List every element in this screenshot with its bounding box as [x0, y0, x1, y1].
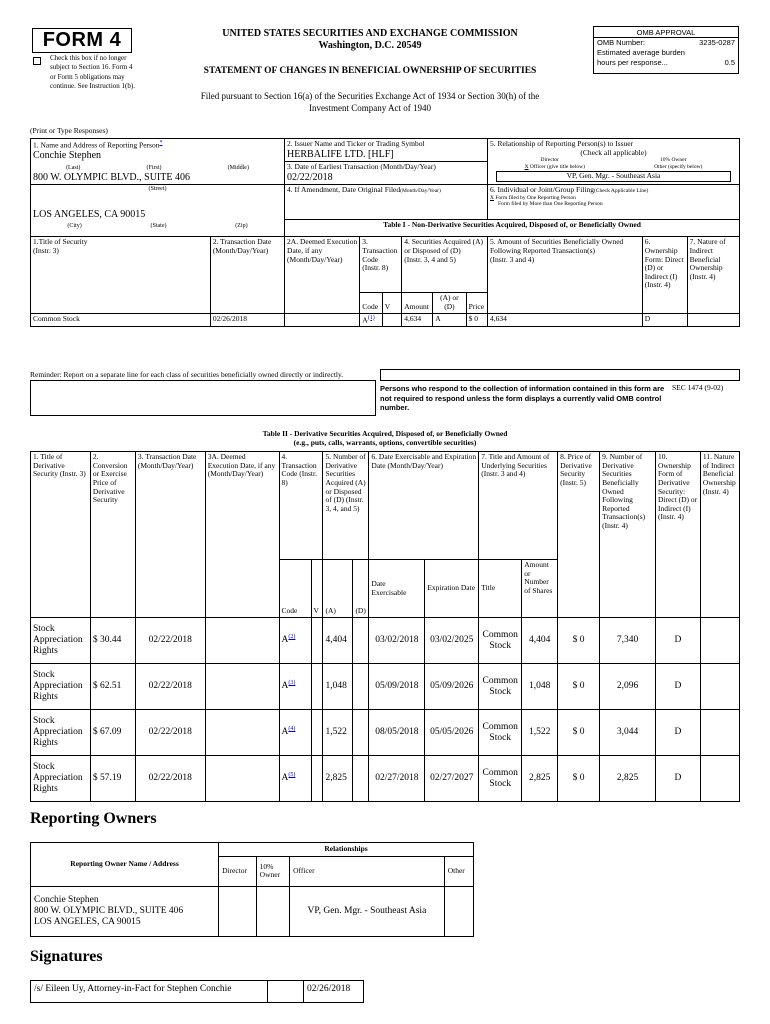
t1-row-form: D: [642, 313, 687, 326]
box5-label: 5. Relationship of Reporting Person(s) to Issuer: [489, 139, 634, 148]
reminder-left-box: [30, 380, 376, 416]
t1-row-code: A: [362, 315, 368, 324]
t2-row-amt: 1,048: [522, 664, 558, 710]
owner-10pct-cell: [256, 886, 289, 936]
t2-row-amt: 4,404: [522, 618, 558, 664]
t2-row-d: [353, 618, 369, 664]
table2-title: [30, 430, 740, 447]
t1-c1: 1.Title of Security: [33, 237, 88, 247]
issuer-name: HERBALIFE LTD. [HLF]: [287, 148, 394, 160]
t2-row-owned: 2,096: [600, 664, 656, 710]
t1-c2: 2. Transaction Date: [212, 237, 272, 247]
t2-row-under: Common Stock: [479, 618, 522, 664]
t1-col2a-header: [285, 237, 360, 313]
box5-relationship: [487, 139, 739, 185]
t2-col4-header: 4. Transaction Code (Instr. 8): [279, 452, 323, 560]
t2-col3-header: 3. Transaction Date (Month/Day/Year): [135, 452, 205, 618]
box4-amendment: [285, 185, 488, 220]
t2-row-ex: 03/02/2018: [369, 618, 425, 664]
t2-row-under: Common Stock: [479, 664, 522, 710]
t1-row-date: 02/26/2018: [210, 313, 284, 326]
other-header: Other: [444, 856, 473, 886]
t2-row-form: D: [655, 710, 700, 756]
reporting-name: Conchie Stephen: [33, 150, 102, 162]
box6-sub: (Check Applicable Line): [593, 188, 649, 195]
last-label: (Last): [66, 164, 81, 171]
t1-row-deemed: [285, 313, 360, 326]
table-row: [31, 618, 740, 664]
table-2: [30, 451, 740, 802]
omb-approval-box: [593, 26, 739, 74]
t1-c7: 7. Nature of Indirect Beneficial Ownership: [689, 237, 726, 273]
agency-line1: UNITED STATES SECURITIES AND EXCHANGE COMMISSION: [222, 28, 518, 39]
t1-c5b: (Instr. 3 and 4): [489, 254, 535, 264]
t2-row-deemed: [205, 618, 279, 664]
t1-c7b: (Instr. 4): [689, 271, 716, 281]
filed-pursuant: [150, 90, 590, 114]
t1-price-header: Price: [466, 293, 487, 313]
t2-col9-header: 9. Number of Derivative Securities Beneficially Owned Following Reported Transaction(s) (Instr. 4): [600, 452, 656, 618]
box6-filing: [487, 185, 739, 220]
owner-line2: 800 W. OLYMPIC BLVD., SUITE 406: [34, 905, 184, 916]
t2-row-nature: [700, 710, 739, 756]
table2-title-line2: (e.g., puts, calls, warrants, options, convertible securities): [293, 437, 477, 447]
box6-label: 6. Individual or Joint/Group Filing: [489, 185, 594, 195]
t2-row-v: [311, 618, 323, 664]
t2-col7-header: 7. Title and Amount of Underlying Securities (Instr. 3 and 4): [479, 452, 558, 560]
box1-reporting-person: [31, 139, 285, 185]
t2-title-header: Title: [479, 560, 522, 618]
t1-v-header: V: [382, 293, 401, 313]
t2-row-code-cell: [279, 664, 311, 710]
owner10-label: 10% Owner: [660, 157, 687, 164]
t2-d-header: (D): [353, 560, 369, 618]
t1-col2-header: [210, 237, 284, 313]
t2-row-footnote[interactable]: (3): [288, 680, 296, 687]
t2-row-code: A: [281, 635, 289, 646]
t2-row-nature: [700, 756, 739, 802]
t2-row-code-cell: [279, 618, 311, 664]
box1-footnote[interactable]: *: [159, 140, 163, 146]
reporting-owners-table: [30, 842, 474, 937]
omb-number-row: [594, 38, 738, 48]
t1-col7-header: [687, 237, 739, 313]
t2-row-d: [353, 710, 369, 756]
t2-row-under: Common Stock: [479, 756, 522, 802]
t2-col1-header: 1. Title of Derivative Security (Instr. 3): [31, 452, 91, 618]
t1-amount-header: Amount: [402, 293, 433, 313]
t1-row-title: Common Stock: [31, 313, 211, 326]
state-label: (State): [150, 222, 167, 229]
owner-name-header: Reporting Owner Name / Address: [31, 843, 219, 887]
officer-header: Officer: [290, 856, 445, 886]
t1-row-nature: [687, 313, 739, 326]
t1-col3-header: [360, 237, 402, 293]
more-person-label: Form filed by More than One Reporting Person: [497, 201, 603, 208]
zip-label: (Zip): [235, 222, 248, 229]
t2-date-ex-header: Date Exercisable: [369, 560, 425, 618]
t2-row-title: Stock Appreciation Rights: [31, 710, 91, 756]
t2-row-amt: 2,825: [522, 756, 558, 802]
relationship-row2: [490, 164, 737, 170]
t2-row-code-cell: [279, 756, 311, 802]
t2-a-header: (A): [323, 560, 353, 618]
owner-line3: LOS ANGELES, CA 90015: [34, 916, 141, 927]
owner-line1: Conchie Stephen: [34, 894, 99, 905]
reporting-address: 800 W. OLYMPIC BLVD., SUITE 406: [33, 171, 190, 183]
t2-row-date: 02/22/2018: [135, 710, 205, 756]
table-row: [31, 710, 740, 756]
t2-row-deemed: [205, 664, 279, 710]
box4-sub: (Month/Day/Year): [400, 188, 441, 195]
filed-line1: Filed pursuant to Section 16(a) of the Securities Exchange Act of 1934 or Section 30(h) of the: [200, 91, 540, 101]
t1-c6b: (Instr. 4): [644, 280, 671, 290]
signatures-heading: Signatures: [30, 948, 103, 965]
officer-mark: X: [524, 163, 529, 170]
t1-c3: 3. Transaction Code: [362, 237, 398, 264]
t2-row-date: 02/22/2018: [135, 756, 205, 802]
t2-col6-header: 6. Date Exercisable and Expiration Date (Month/Day/Year): [369, 452, 479, 560]
owner-other-cell: [444, 886, 473, 936]
t2-row-title: Stock Appreciation Rights: [31, 618, 91, 664]
t2-row-dprice: $ 0: [558, 710, 600, 756]
t2-row-price: $ 57.19: [90, 756, 135, 802]
persons-note: Persons who respond to the collection of information contained in this form are not required to respond unless the form displays a currently valid OMB control number.: [380, 384, 665, 412]
t1-c1b: (Instr. 3): [33, 245, 59, 255]
t2-v-header: V: [311, 560, 323, 618]
owner-director-cell: [219, 886, 257, 936]
table-row: [31, 664, 740, 710]
t2-row-price: $ 67.09: [90, 710, 135, 756]
t2-row-owned: 7,340: [600, 618, 656, 664]
t2-row-v: [311, 664, 323, 710]
t2-row-dprice: $ 0: [558, 664, 600, 710]
t1-aord-header: (A) or (D): [433, 293, 466, 313]
t2-row-footnote[interactable]: (4): [288, 726, 296, 733]
t2-row-dprice: $ 0: [558, 618, 600, 664]
t2-col11-header: 11. Nature of Indirect Beneficial Ownership (Instr. 4): [700, 452, 739, 618]
t2-row-exp: 05/09/2026: [425, 664, 479, 710]
box2-issuer: [285, 139, 488, 162]
director-label: Director: [540, 157, 559, 164]
earliest-date: 02/22/2018: [287, 171, 333, 183]
t2-row-amt: 1,522: [522, 710, 558, 756]
reminder-right-box: [380, 369, 740, 381]
t2-row-v: [311, 710, 323, 756]
t2-row-form: D: [655, 664, 700, 710]
omb-hours-row: [594, 58, 738, 68]
reporting-owners-heading: Reporting Owners: [30, 810, 157, 827]
street-label: (Street): [148, 186, 167, 193]
t1-col1-header: [31, 237, 211, 313]
street-box: [31, 185, 285, 237]
t2-row-owned: 2,825: [600, 756, 656, 802]
t2-row-v: [311, 756, 323, 802]
t1-row-aord: A: [433, 313, 466, 326]
box2-label: 2. Issuer Name and Ticker or Trading Symbol: [287, 139, 425, 148]
t1-col6-header: [642, 237, 687, 313]
t2-row-price: $ 30.44: [90, 618, 135, 664]
t2-col5-header: 5. Number of Derivative Securities Acquired (A) or Disposed of (D) (Instr. 3, 4, and 5): [323, 452, 369, 560]
t2-row-form: D: [655, 756, 700, 802]
sec-code: SEC 1474 (9-02): [672, 383, 724, 392]
t2-col8-header: 8. Price of Derivative Security (Instr. 5): [558, 452, 600, 618]
box5-sub: (Check all applicable): [580, 147, 647, 157]
t2-row-a: 2,825: [323, 756, 353, 802]
officer-label: Officer (give title below): [529, 163, 585, 170]
name-sublabels: [33, 165, 282, 172]
t2-row-code: A: [281, 773, 289, 784]
table-row: [31, 756, 740, 802]
t1-c4: 4. Securities Acquired (A) or Disposed of (D): [404, 237, 483, 255]
t1-c4b: (Instr. 3, 4 and 5): [404, 254, 456, 264]
t2-row-a: 1,048: [323, 664, 353, 710]
omb-number-label: OMB Number:: [597, 38, 645, 47]
t2-row-date: 02/22/2018: [135, 618, 205, 664]
checkbox-label: Check this box if no longer subject to Section 16. Form 4 or Form 5 obligations may continue. See Instruction 1(b).: [50, 54, 135, 90]
t2-row-ex: 08/05/2018: [369, 710, 425, 756]
t2-row-dprice: $ 0: [558, 756, 600, 802]
table-1: [30, 138, 740, 327]
t2-row-code: A: [281, 681, 289, 692]
reminder-text: Reminder: Report on a separate line for each class of securities beneficially owned directly or indirectly.: [30, 370, 344, 379]
print-note: (Print or Type Responses): [30, 126, 108, 135]
other-label: Other (specify below): [654, 163, 703, 170]
t1-c2b: (Month/Day/Year): [212, 245, 269, 255]
t2-row-deemed: [205, 756, 279, 802]
t2-row-a: 1,522: [323, 710, 353, 756]
t2-row-deemed: [205, 710, 279, 756]
t2-row-ex: 02/27/2018: [369, 756, 425, 802]
owner10-header: 10% Owner: [256, 856, 289, 886]
agency-line2: Washington, D.C. 20549: [318, 40, 422, 51]
t2-amount-header: Amount or Number of Shares: [522, 560, 558, 618]
no-longer-subject-checkbox[interactable]: [33, 57, 41, 65]
statement-title: STATEMENT OF CHANGES IN BENEFICIAL OWNERSHIP OF SECURITIES: [203, 66, 537, 76]
t2-row-title: Stock Appreciation Rights: [31, 756, 91, 802]
t1-row-code-cell: [360, 313, 383, 326]
city-label: (City): [67, 222, 82, 229]
signature-blank: [268, 981, 304, 1003]
owner-name-address: [31, 886, 219, 936]
t1-c3b: (Instr. 8): [362, 263, 389, 273]
omb-hours-label: hours per response...: [597, 58, 668, 67]
t2-row-code: A: [281, 727, 289, 738]
owner-officer-cell: VP, Gen. Mgr. - Southeast Asia: [290, 886, 445, 936]
t2-col10-header: 10. Ownership Form of Derivative Security: Direct (D) or Indirect (I) (Instr. 4): [655, 452, 700, 618]
t1-row-footnote[interactable]: (1): [367, 314, 375, 321]
t2-col3a-header: 3A. Deemed Execution Date, if any (Month/Day/Year): [205, 452, 279, 618]
t1-c2a: 2A. Deemed Execution Date, if any: [287, 237, 358, 255]
filed-line2: Investment Company Act of 1940: [309, 103, 431, 113]
one-person-label: Form filed by One Reporting Person: [495, 194, 576, 201]
omb-burden-row: [594, 48, 738, 58]
t1-col5-header: [487, 237, 642, 313]
box1-label: 1. Name and Address of Reporting Person: [33, 140, 160, 150]
t2-row-nature: [700, 618, 739, 664]
first-label: (First): [146, 164, 162, 171]
t2-exp-header: Expiration Date: [425, 560, 479, 618]
t2-row-footnote[interactable]: (2): [288, 634, 296, 641]
omb-hours-value: 0.5: [724, 58, 735, 67]
city-state-zip: LOS ANGELES, CA 90015: [33, 209, 146, 221]
one-person-mark: X: [489, 194, 494, 201]
table2-title-line1: Table II - Derivative Securities Acquired, Disposed of, or Beneficially Owned: [262, 429, 508, 438]
middle-label: (Middle): [227, 164, 249, 171]
t1-c6: 6. Ownership Form: Direct (D) or Indirect (I): [644, 237, 684, 281]
relationships-header: Relationships: [219, 843, 474, 857]
t2-row-owned: 3,044: [600, 710, 656, 756]
t1-row-price: $ 0: [466, 313, 487, 326]
t1-c5: 5. Amount of Securities Beneficially Owned Following Reported Transaction(s): [489, 237, 624, 255]
table-row: [31, 313, 740, 326]
t1-c2ab: (Month/Day/Year): [287, 254, 343, 264]
t2-code-header: Code: [279, 560, 311, 618]
t2-row-footnote[interactable]: (5): [288, 772, 296, 779]
t1-row-v: [382, 313, 401, 326]
t2-row-date: 02/22/2018: [135, 664, 205, 710]
agency-name: [150, 28, 590, 52]
omb-burden-label: Estimated average burden: [597, 48, 685, 57]
t2-col2-header: 2. Conversion or Exercise Price of Derivative Security: [90, 452, 135, 618]
signatures-table: [30, 980, 364, 1003]
t2-row-a: 4,404: [323, 618, 353, 664]
t2-row-exp: 03/02/2025: [425, 618, 479, 664]
box3-label: 3. Date of Earliest Transaction (Month/Day/Year): [287, 162, 436, 172]
city-sublabels: [33, 223, 282, 230]
director-header: Director: [219, 856, 257, 886]
officer-title: VP, Gen. Mgr. - Southeast Asia: [496, 171, 731, 182]
t2-row-d: [353, 664, 369, 710]
box3-earliest-date: [285, 162, 488, 185]
t2-row-nature: [700, 664, 739, 710]
form-title: FORM 4: [32, 28, 132, 53]
table1-title: Table I - Non-Derivative Securities Acquired, Disposed of, or Beneficially Owned: [285, 220, 740, 237]
box4-label: 4. If Amendment, Date Original Filed: [287, 185, 401, 195]
signature-date: 02/26/2018: [304, 981, 364, 1003]
t1-code-header: Code: [360, 293, 383, 313]
t1-row-amount: 4,634: [402, 313, 433, 326]
t2-row-form: D: [655, 618, 700, 664]
t2-row-price: $ 62.51: [90, 664, 135, 710]
signer-name: /s/ Eileen Uy, Attorney-in-Fact for Stephen Conchie: [31, 981, 268, 1003]
t2-row-title: Stock Appreciation Rights: [31, 664, 91, 710]
t2-row-under: Common Stock: [479, 710, 522, 756]
t2-row-ex: 05/09/2018: [369, 664, 425, 710]
t2-row-code-cell: [279, 710, 311, 756]
t2-row-d: [353, 756, 369, 802]
omb-number-value: 3235-0287: [699, 38, 735, 47]
t2-row-exp: 05/05/2026: [425, 710, 479, 756]
t2-row-exp: 02/27/2027: [425, 756, 479, 802]
t1-row-owned: 4,634: [487, 313, 642, 326]
omb-title: OMB APPROVAL: [594, 27, 738, 38]
t1-col4-header: [402, 237, 488, 293]
